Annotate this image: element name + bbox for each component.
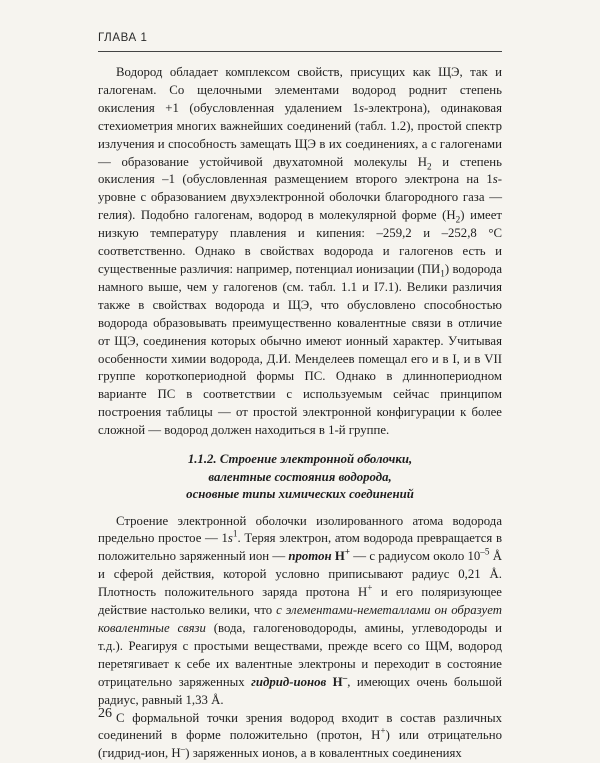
paragraph-electron-shell: Строение электронной оболочки изолированного атома водорода предельно простое — $1s^1$. Теряя электрон, атом водорода превращается в положительно заряженный ион — протон H+ — с радиусом около $10^{-5}$ Å и сферой действия, которой условно приписывают радиус 0,21 Å. Плотность положительного заряда протона H+ и его поляризующее действие настолько велики, что с элементами-неметаллами он образует ковалентные связи (вода, галогеноводороды, амины, углеводороды и т.д.). Реагируя с простыми веществами, прежде всего со ЩМ, водород перетягивает к себе их валентные электроны и переходит в состояние отрицательно заряженных гидрид-ионов H–, имеющих очень большой радиус, равный 1,33 Å. (98, 513, 502, 710)
page-number: 26 (98, 706, 112, 722)
header-rule (98, 51, 502, 52)
section-heading-line-3: основные типы химических соединений (98, 486, 502, 504)
body-text (98, 64, 502, 763)
emphasis-covalent-bonds: с элементами-неметаллами он образует ковалентные связи (98, 603, 502, 635)
section-heading-line-1: 1.1.2. Строение электронной оболочки, (98, 451, 502, 469)
term-hydride-ions: гидрид-ионов (251, 675, 326, 689)
paragraph-hydrogen-properties: Водород обладает комплексом свойств, присущих как ЩЭ, так и галогенам. Со щелочными элементами водород роднит степень окисления +1 (обусловленная удалением 1s-электрона), одинаковая стехиометрия многих важнейших соединений (табл. 1.2), простой спектр излучения и способность замещать ЩЭ в их соединениях, а с галогенами — образование устойчивой двухатомной молекулы $H_2$ и степень окисления –1 (обусловленная размещением второго электрона на 1s-уровне с образованием двухэлектронной оболочки благородного газа — гелия). Подобно галогенам, водород в молекулярной форме $(H_2)$ имеет низкую температуру плавления и кипения: –259,2 и –252,8 °С соответственно. Однако в свойствах водорода и галогенов есть и существенные различия: например, потенциал ионизации $(ПИ_1)$ водорода намного выше, чем у галогенов (см. табл. 1.1 и I7.1). Велики различия также в свойствах водорода и ЩЭ, что обусловлено способностью водорода образовывать преимущественно ковалентные связи в отличие от ЩЭ, соединения которых обычно имеют ионный характер. Учитывая особенности химии водорода, Д.И. Менделеев помещал его и в I, и в VII группе короткопериодной формы ПС. Однако в длиннопериодном варианте ПС в соответствии с используемым сейчас принципом построения таблицы — от простой электронной конфигурации к более сложной — водород должен находиться в 1-й группе. (98, 64, 502, 440)
running-head: ГЛАВА 1 (98, 32, 148, 44)
section-heading-line-2: валентные состояния водорода, (98, 469, 502, 487)
term-proton: протон (288, 549, 331, 563)
paragraph-formal-view: С формальной точки зрения водород входит в состав различных соединений в форме положительно (протон, H+) или отрицательно (гидрид-ион, H–) заряженных ионов, а в ковалентных соединениях (98, 710, 502, 763)
section-heading (98, 451, 502, 504)
